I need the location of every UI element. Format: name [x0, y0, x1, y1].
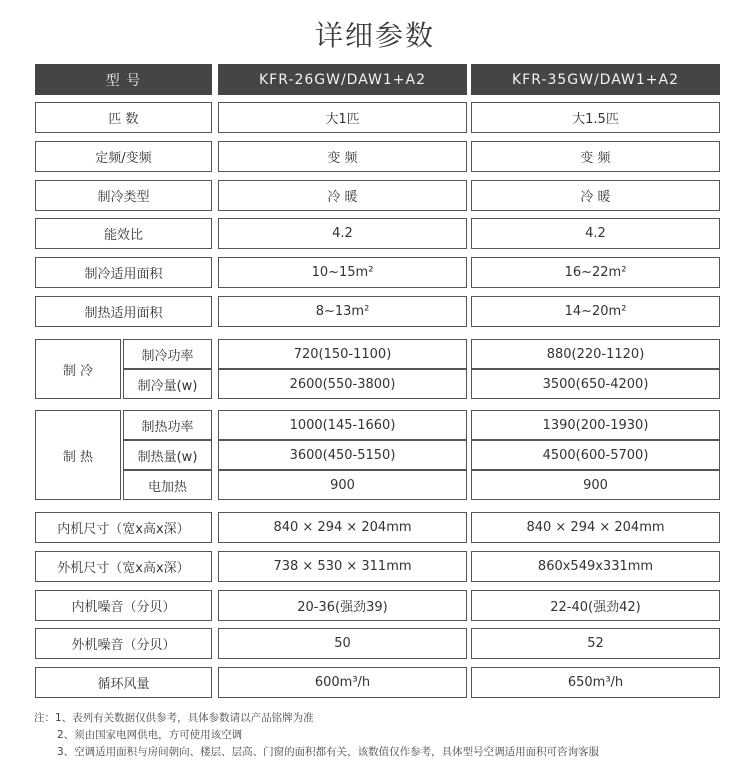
heating-sub-label: 电加热 [123, 470, 212, 500]
cooling-value-model-1: 2600(550-3800) [218, 369, 467, 399]
header-model-1: KFR-26GW/DAW1+A2 [218, 64, 467, 95]
cooling-value-model-1: 720(150-1100) [218, 339, 467, 369]
row-value-model-2: 650m³/h [471, 667, 720, 698]
row-value-model-2: 4.2 [471, 218, 720, 249]
row-value-model-1: 20-36(强劲39) [218, 590, 467, 621]
row-label: 能效比 [35, 218, 212, 249]
row-label: 制冷适用面积 [35, 257, 212, 288]
heating-value-model-2: 900 [471, 470, 720, 500]
cooling-group-label: 制 冷 [35, 339, 121, 399]
row-value-model-1: 10~15m² [218, 257, 467, 288]
row-label: 循环风量 [35, 667, 212, 698]
header-model-2: KFR-35GW/DAW1+A2 [471, 64, 720, 95]
row-label: 外机尺寸（宽x高x深） [35, 551, 212, 582]
header-label: 型 号 [35, 64, 212, 95]
heating-group-label: 制 热 [35, 410, 121, 500]
row-value-model-1: 8~13m² [218, 296, 467, 327]
cooling-sub-label: 制冷功率 [123, 339, 212, 369]
row-value-model-2: 变 频 [471, 141, 720, 172]
note-3: 3、空调适用面积与房间朝向、楼层、层高、门窗的面积都有关，该数值仅作参考，具体型号空调适用面积可咨询客服 [57, 746, 600, 758]
cooling-value-model-2: 880(220-1120) [471, 339, 720, 369]
row-value-model-1: 大1匹 [218, 102, 467, 133]
row-value-model-2: 52 [471, 628, 720, 659]
row-value-model-1: 840 × 294 × 204mm [218, 512, 467, 543]
cooling-sub-label: 制冷量(w) [123, 369, 212, 399]
row-value-model-2: 14~20m² [471, 296, 720, 327]
heating-value-model-1: 3600(450-5150) [218, 440, 467, 470]
row-value-model-2: 22-40(强劲42) [471, 590, 720, 621]
row-label: 外机噪音（分贝） [35, 628, 212, 659]
page-title: 详细参数 [314, 19, 435, 52]
heating-value-model-2: 1390(200-1930) [471, 410, 720, 440]
row-value-model-2: 860x549x331mm [471, 551, 720, 582]
row-value-model-2: 大1.5匹 [471, 102, 720, 133]
row-label: 定频/变频 [35, 141, 212, 172]
notes [34, 710, 599, 761]
heating-sub-label: 制热功率 [123, 410, 212, 440]
row-value-model-1: 冷 暖 [218, 180, 467, 211]
row-value-model-1: 4.2 [218, 218, 467, 249]
row-value-model-2: 16~22m² [471, 257, 720, 288]
row-value-model-1: 738 × 530 × 311mm [218, 551, 467, 582]
row-label: 制热适用面积 [35, 296, 212, 327]
row-value-model-2: 840 × 294 × 204mm [471, 512, 720, 543]
row-label: 内机尺寸（宽x高x深） [35, 512, 212, 543]
heating-sub-label: 制热量(w) [123, 440, 212, 470]
heating-value-model-1: 1000(145-1660) [218, 410, 467, 440]
heating-value-model-2: 4500(600-5700) [471, 440, 720, 470]
heating-value-model-1: 900 [218, 470, 467, 500]
row-value-model-2: 冷 暖 [471, 180, 720, 211]
row-label: 制冷类型 [35, 180, 212, 211]
row-value-model-1: 600m³/h [218, 667, 467, 698]
note-1: 注：1、表列有关数据仅供参考，具体参数请以产品铭牌为准 [34, 712, 314, 724]
row-label: 匹 数 [35, 102, 212, 133]
note-2: 2、须由国家电网供电，方可使用该空调 [57, 729, 243, 741]
row-value-model-1: 变 频 [218, 141, 467, 172]
cooling-value-model-2: 3500(650-4200) [471, 369, 720, 399]
row-label: 内机噪音（分贝） [35, 590, 212, 621]
row-value-model-1: 50 [218, 628, 467, 659]
